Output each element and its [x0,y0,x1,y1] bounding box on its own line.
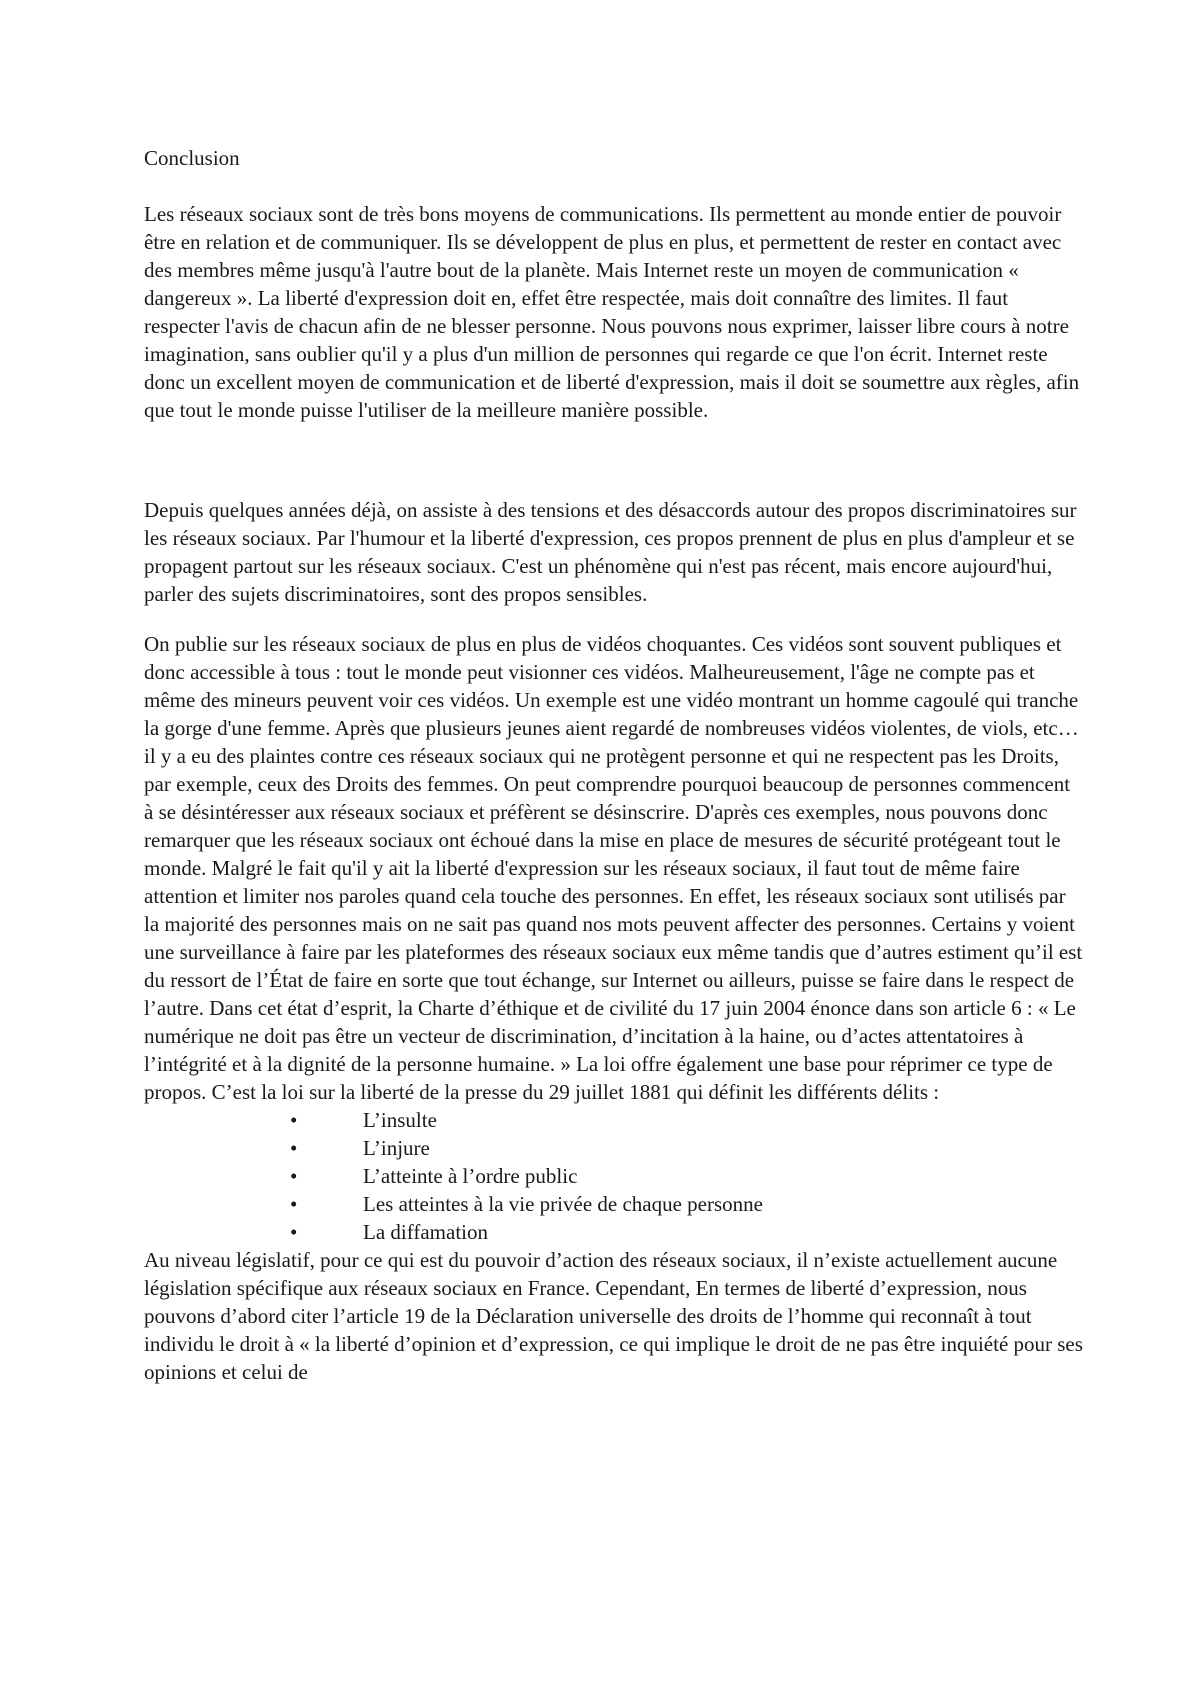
discrimination-paragraph: Depuis quelques années déjà, on assiste à des tensions et des désaccords autour des propos discriminatoires sur les réseaux sociaux. Par l'humour et la liberté d'expression, ces propos prennent de plus en plus d'ampleur et se propagent partout sur les réseaux sociaux. C'est un phénomène qui n'est pas récent, mais encore aujourd'hui, parler des sujets discriminatoires, sont des propos sensibles. [144,498,1077,606]
list-item-label: Les atteintes à la vie privée de chaque personne [363,1192,763,1216]
list-item [144,1218,1084,1246]
offences-list [144,1106,1084,1246]
shocking-videos-paragraph: On publie sur les réseaux sociaux de plus en plus de vidéos choquantes. Ces vidéos sont souvent publiques et donc accessible à tous : tout le monde peut visionner ces vidéos. Malheureusement, l'âge ne compte pas et même des mineurs peuvent voir ces vidéos. Un exemple est une vidéo montrant un homme cagoulé qui tranche la gorge d'une femme. Après que plusieurs jeunes aient regardé de nombreuses vidéos violentes, de viols, etc… il y a eu des plaintes contre ces réseaux sociaux qui ne protègent personne et qui ne respectent pas les Droits, par exemple, ceux des Droits des femmes. On peut comprendre pourquoi beaucoup de personnes commencent à se désintéresser aux réseaux sociaux et préfèrent se désinscrire. D'après ces exemples, nous pouvons donc remarquer que les réseaux sociaux ont échoué dans la mise en place de mesures de sécurité protégeant tout le monde. Malgré le fait qu'il y ait la liberté d'expression sur les réseaux sociaux, il faut tout de même faire attention et limiter nos paroles quand cela touche des personnes. En effet, les réseaux sociaux sont utilisés par la majorité des personnes mais on ne sait pas quand nos mots peuvent affecter des personnes. Certains y voient une surveillance à faire par les plateformes des réseaux sociaux eux même tandis que d’autres estiment qu’il est du ressort de l’État de faire en sorte que tout échange, sur Internet ou ailleurs, puisse se faire dans le respect de l’autre. Dans cet état d’esprit, la Charte d’éthique et de civilité du 17 juin 2004 énonce dans son article 6 : « Le numérique ne doit pas être un vecteur de discrimination, d’incitation à la haine, ou d’actes attentatoires à l’intégrité et à la dignité de la personne humaine. » La loi offre également une base pour réprimer ce type de propos. C’est la loi sur la liberté de la presse du 29 juillet 1881 qui définit les différents délits : [144,632,1083,1104]
legislation-paragraph: Au niveau législatif, pour ce qui est du pouvoir d’action des réseaux sociaux, il n’existe actuellement aucune législation spécifique aux réseaux sociaux en France. Cependant, En termes de liberté d’expression, nous pouvons d’abord citer l’article 19 de la Déclaration universelle des droits de l’homme qui reconnaît à tout individu le droit à « la liberté d’opinion et d’expression, ce qui implique le droit de ne pas être inquiété pour ses opinions et celui de [144,1248,1083,1384]
list-item-label: L’injure [363,1136,430,1160]
list-item [144,1134,1084,1162]
list-item-label: La diffamation [363,1220,488,1244]
list-item [144,1162,1084,1190]
page-title: Conclusion [144,146,240,170]
list-item [144,1190,1084,1218]
bullet-icon: • [290,1192,298,1216]
list-item-label: L’insulte [363,1108,437,1132]
conclusion-paragraph: Les réseaux sociaux sont de très bons moyens de communications. Ils permettent au monde entier de pouvoir être en relation et de communiquer. Ils se développent de plus en plus, et permettent de rester en contact avec des membres même jusqu'à l'autre bout de la planète. Mais Internet reste un moyen de communication « dangereux ». La liberté d'expression doit en, effet être respectée, mais doit connaître des limites. Il faut respecter l'avis de chacun afin de ne blesser personne. Nous pouvons nous exprimer, laisser libre cours à notre imagination, sans oublier qu'il y a plus d'un million de personnes qui regarde ce que l'on écrit. Internet reste donc un excellent moyen de communication et de liberté d'expression, mais il doit se soumettre aux règles, afin que tout le monde puisse l'utiliser de la meilleure manière possible. [144,202,1080,422]
bullet-icon: • [290,1108,298,1132]
bullet-icon: • [290,1164,298,1188]
bullet-icon: • [290,1220,298,1244]
document-page [144,144,1084,1386]
list-item [144,1106,1084,1134]
list-item-label: L’atteinte à l’ordre public [363,1164,578,1188]
bullet-icon: • [290,1136,298,1160]
